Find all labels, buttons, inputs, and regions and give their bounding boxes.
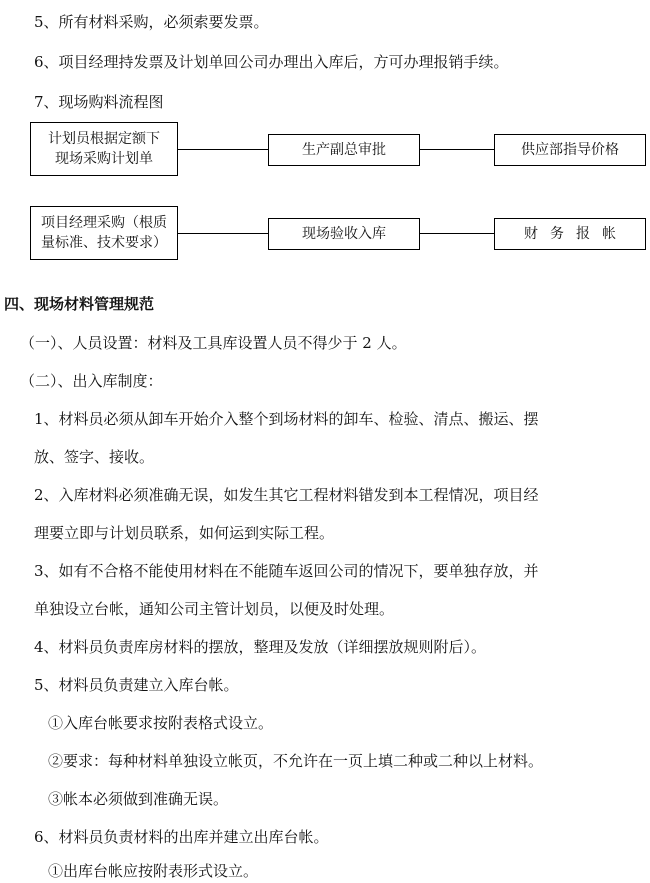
- rule-1-line-2: 放、签字、接收。: [34, 448, 155, 466]
- flow-box-approve: [268, 134, 420, 166]
- rule-3-line-2: 单独设立台帐，通知公司主管计划员，以便及时处理。: [34, 600, 395, 618]
- rule-5-sub-3: ③帐本必须做到准确无误。: [48, 790, 229, 808]
- sub-heading-warehouse: （二）、出入库制度：: [20, 372, 163, 390]
- rule-2-line-1: 2、入库材料必须准确无误，如发生其它工程材料错发到本工程情况，项目经: [34, 486, 539, 504]
- flow-box-approve-label: 生产副总审批: [302, 142, 386, 158]
- flow-box-plan-label: 计划员根据定额下现场采购计划单: [48, 131, 160, 167]
- flow-connector: [420, 149, 494, 150]
- flow-box-purchase: [30, 206, 178, 260]
- rule-5-sub-1: ①入库台帐要求按附表格式设立。: [48, 714, 274, 732]
- sub-heading-staffing: （一）、人员设置：材料及工具库设置人员不得少于 2 人。: [20, 334, 407, 352]
- rule-1-line-1: 1、材料员必须从卸车开始介入整个到场材料的卸车、检验、清点、搬运、摆: [34, 410, 539, 428]
- flow-connector: [178, 233, 268, 234]
- item-5-invoice: 5、所有材料采购，必须索要发票。: [34, 13, 269, 31]
- rule-5-sub-2: ②要求：每种材料单独设立帐页，不允许在一页上填二种或二种以上材料。: [48, 752, 544, 770]
- flow-box-purchase-label: 项目经理采购（根质量标准、技术要求）: [41, 215, 167, 251]
- rule-5: 5、材料员负责建立入库台帐。: [34, 676, 239, 694]
- flow-box-inspect: [268, 218, 420, 250]
- rule-6-sub-1: ①出库台帐应按附表形式设立。: [48, 862, 259, 880]
- rule-3-line-1: 3、如有不合格不能使用材料在不能随车返回公司的情况下，要单独存放，并: [34, 562, 539, 580]
- flow-box-finance-label: 财务报帐: [524, 226, 628, 242]
- flow-box-inspect-label: 现场验收入库: [302, 226, 386, 242]
- flow-box-finance: [494, 218, 646, 250]
- flow-connector: [420, 233, 494, 234]
- rule-6: 6、材料员负责材料的出库并建立出库台帐。: [34, 828, 329, 846]
- rule-2-line-2: 理要立即与计划员联系，如何运到实际工程。: [34, 524, 335, 542]
- rule-4: 4、材料员负责库房材料的摆放，整理及发放（详细摆放规则附后）。: [34, 638, 487, 656]
- item-7-flowchart-title: 7、现场购料流程图: [34, 93, 164, 111]
- flow-box-price: [494, 134, 646, 166]
- item-6-reimbursement: 6、项目经理持发票及计划单回公司办理出入库后，方可办理报销手续。: [34, 53, 509, 71]
- flow-box-plan: [30, 122, 178, 176]
- section-heading: 四、现场材料管理规范: [4, 295, 155, 313]
- flow-box-price-label: 供应部指导价格: [521, 142, 619, 158]
- flow-connector: [178, 149, 268, 150]
